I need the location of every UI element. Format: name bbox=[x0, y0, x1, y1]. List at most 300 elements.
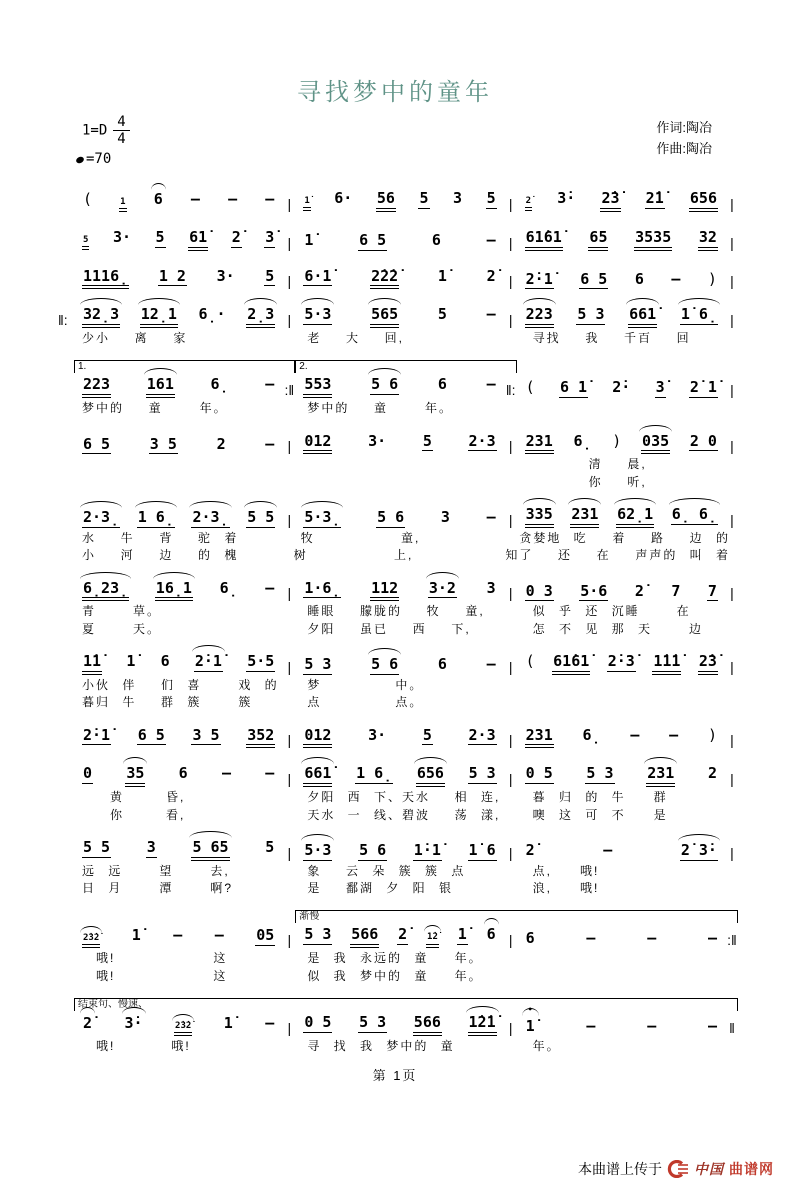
lyric-cell: 似 我 梦中的 童 年。 bbox=[307, 968, 483, 983]
measure bbox=[74, 267, 283, 290]
barline: | bbox=[730, 312, 734, 328]
lyric-cell bbox=[299, 475, 512, 489]
site-logo-icon bbox=[667, 1160, 689, 1178]
note-token: 2̇·1̇ bbox=[525, 269, 553, 288]
note-token: 5 6 bbox=[371, 655, 399, 674]
note-token: 5 6 bbox=[371, 375, 399, 394]
note-token: — bbox=[486, 305, 496, 324]
note-token: 1̇2̇ bbox=[426, 932, 439, 947]
note-token: 161 bbox=[146, 375, 175, 398]
note-token: 12̣1 bbox=[140, 305, 178, 328]
note-token: — bbox=[486, 508, 496, 527]
barline: ‖ bbox=[729, 1019, 735, 1036]
measure bbox=[517, 582, 726, 602]
system-4 bbox=[58, 305, 738, 328]
note-token: 5·5 bbox=[247, 652, 275, 671]
note-token: 1̇·1̇ bbox=[413, 840, 441, 859]
lyrics-line bbox=[74, 808, 738, 822]
note-token: 1̇ bbox=[223, 1013, 233, 1032]
lyric-cell: 梦 中。 bbox=[307, 677, 424, 692]
note-token: 3 bbox=[146, 837, 156, 856]
note-token: 5 3 bbox=[359, 1013, 387, 1031]
note-token: 2·3 bbox=[468, 725, 496, 744]
note-token: 6 bbox=[431, 230, 441, 249]
lyric-spacer bbox=[281, 531, 293, 545]
measure bbox=[517, 1017, 726, 1036]
measure bbox=[74, 1014, 283, 1036]
lyrics-line bbox=[74, 864, 738, 878]
note-token: 035 bbox=[641, 432, 670, 455]
note-token: 6 bbox=[525, 929, 535, 948]
lyric-cell bbox=[74, 475, 287, 489]
measure bbox=[295, 726, 504, 749]
lyric-cell: 梦中的 童 年。 bbox=[82, 401, 228, 416]
note-token: 2̇ bbox=[398, 925, 408, 944]
lyric-cell: 是 我 永远的 童 年。 bbox=[307, 951, 483, 966]
note-head-icon bbox=[75, 156, 85, 165]
measure bbox=[295, 1013, 504, 1036]
note-token: 223 bbox=[82, 375, 111, 398]
note-token: 3· bbox=[216, 266, 235, 285]
note-token: 0 5 bbox=[304, 1013, 332, 1031]
note-token: 3̇ bbox=[655, 378, 665, 397]
note-token: 16̣1 bbox=[155, 579, 193, 602]
barline: | bbox=[730, 585, 734, 602]
note-token: 2 bbox=[216, 434, 226, 453]
lyric-spacer bbox=[287, 790, 299, 804]
barline: | bbox=[287, 771, 292, 788]
note-token: 2̇3̇ bbox=[600, 189, 620, 212]
lyric-cell: 暮归 牛 群 簇 簇 bbox=[82, 695, 253, 710]
note-token: 1̇ bbox=[131, 925, 141, 944]
lyrics-line bbox=[74, 969, 738, 983]
barline: | bbox=[287, 844, 292, 861]
note-token: ) bbox=[612, 431, 622, 450]
measure bbox=[517, 929, 726, 948]
note-token: 5 3 bbox=[304, 925, 332, 944]
note-token: — bbox=[190, 189, 200, 208]
note-token: 3 5 bbox=[192, 725, 220, 744]
note-token: 6 5 bbox=[83, 434, 111, 453]
barline: | bbox=[508, 234, 513, 251]
note-token: 6 bbox=[178, 764, 188, 783]
lyric-cell: 老 大 回, bbox=[307, 331, 404, 345]
note-token: 32̣3 bbox=[82, 305, 120, 328]
note-token: — bbox=[707, 929, 717, 948]
note-token: — bbox=[265, 1013, 275, 1032]
measure bbox=[295, 189, 504, 212]
barline: | bbox=[730, 234, 734, 251]
section-bracket: 渐慢 bbox=[295, 910, 738, 923]
note-token: 3· bbox=[112, 227, 132, 246]
lyric-cell: 浪, 哦! bbox=[532, 881, 600, 896]
barline: | bbox=[730, 732, 734, 749]
note-token: 1·6̣ bbox=[304, 578, 341, 597]
lyric-spacer bbox=[513, 864, 525, 878]
note-token: 5·6 bbox=[580, 581, 608, 600]
note-token: — bbox=[671, 269, 681, 288]
measure bbox=[517, 270, 726, 290]
lyric-spacer bbox=[513, 951, 525, 965]
lyric-cell: 睡眼 朦胧的 牧 童, bbox=[307, 604, 485, 619]
note-token: 65 bbox=[588, 228, 608, 251]
barline: | bbox=[508, 312, 513, 328]
lyrics-line bbox=[74, 457, 738, 471]
lyric-spacer bbox=[287, 457, 299, 471]
lyrics-line bbox=[74, 548, 738, 562]
barline: | bbox=[287, 585, 292, 602]
lyric-spacer bbox=[287, 881, 299, 895]
note-token: 1̇ • bbox=[525, 1017, 536, 1036]
note-token: 6 bbox=[160, 652, 170, 671]
note-token: 231 bbox=[646, 764, 675, 787]
lyric-spacer bbox=[513, 331, 525, 345]
lyric-cell: 知了 还 在 声声的 叫 着 bbox=[505, 548, 730, 563]
note-token: 2·3 bbox=[468, 431, 496, 450]
note-token: 5 bbox=[422, 725, 432, 744]
note-token: 2̇ bbox=[83, 1013, 93, 1032]
note-token: 6̣ 6̣ bbox=[671, 505, 717, 524]
lyric-cell: 哦! 哦! bbox=[82, 1038, 191, 1053]
measure bbox=[74, 435, 283, 455]
time-signature bbox=[113, 115, 129, 146]
note-token: 1̇ bbox=[437, 266, 447, 285]
barline: | bbox=[508, 932, 513, 949]
system-7 bbox=[74, 505, 738, 528]
barline: | bbox=[730, 438, 734, 455]
lyric-spacer bbox=[287, 475, 299, 489]
note-token: — bbox=[486, 655, 496, 674]
system-8 bbox=[74, 579, 738, 602]
note-token: 6̣· bbox=[198, 305, 226, 324]
lyric-cell: 贪婪地 吃 着 路 边 的 bbox=[519, 530, 730, 545]
lyric-spacer bbox=[513, 808, 525, 822]
note-token: 1 bbox=[119, 197, 126, 212]
measure bbox=[517, 841, 726, 861]
measure bbox=[295, 925, 504, 948]
measure bbox=[295, 508, 504, 528]
section-bracket: 结束句、慢速、 bbox=[74, 998, 738, 1011]
note-token: 1 6̣ bbox=[137, 508, 174, 527]
note-token: 566 bbox=[413, 1013, 442, 1036]
note-token: 6̣ bbox=[573, 431, 592, 450]
note-token: — bbox=[586, 929, 596, 948]
lyric-cell: 远 远 望 去, bbox=[82, 863, 230, 878]
barline: | bbox=[508, 195, 513, 212]
lyrics-line bbox=[74, 604, 738, 618]
note-token: 3· bbox=[368, 431, 387, 450]
lyric-spacer bbox=[287, 808, 299, 822]
lyrics-line bbox=[74, 401, 738, 415]
lyric-cell: 牧 童, bbox=[300, 530, 421, 545]
lyric-cell: 天水 一 线、碧波 荡 漾, bbox=[307, 807, 501, 822]
lyric-cell: 小 河 边 的 槐 bbox=[82, 548, 239, 563]
lyric-cell: 你 听, bbox=[532, 474, 647, 489]
note-token: — bbox=[214, 925, 224, 944]
credit-text: 本曲谱上传于 bbox=[578, 1161, 662, 1177]
note-token: 5 bbox=[437, 305, 447, 324]
system-13 bbox=[74, 911, 738, 949]
note-token: 656 bbox=[689, 189, 718, 212]
system-9 bbox=[74, 652, 738, 675]
note-token: 5 bbox=[422, 431, 432, 450]
note-token: 1̇ bbox=[303, 196, 310, 211]
note-token: 3·2 bbox=[428, 578, 456, 597]
note-token: 62̣1 bbox=[616, 505, 654, 528]
note-token: — bbox=[265, 578, 275, 597]
lyric-cell: 树 上, bbox=[293, 548, 414, 563]
lyric-cell: 夕阳 西 下、天水 相 连, bbox=[307, 790, 501, 805]
lyric-cell bbox=[525, 695, 738, 709]
lyric-spacer bbox=[499, 531, 511, 545]
note-token: 0 5 bbox=[525, 764, 553, 783]
note-token: 2·3̣ bbox=[83, 508, 120, 527]
note-token: 5 bbox=[265, 837, 275, 856]
note-token: 5 3 bbox=[577, 305, 605, 324]
note-token: 5 6 bbox=[377, 508, 405, 527]
note-token: 61̇ bbox=[188, 228, 208, 251]
tempo-value: =70 bbox=[86, 151, 112, 167]
measure bbox=[295, 579, 504, 602]
measure bbox=[74, 508, 283, 528]
note-token: — bbox=[265, 434, 275, 453]
lyrics-line bbox=[74, 475, 738, 489]
lyric-cell: 梦中的 童 年。 bbox=[307, 401, 453, 416]
lyric-spacer bbox=[513, 457, 525, 471]
lyric-spacer bbox=[287, 951, 299, 965]
measure bbox=[517, 228, 726, 251]
note-token: ( bbox=[525, 652, 535, 671]
note-token: — bbox=[221, 764, 231, 783]
note-token: 6 bbox=[437, 655, 447, 674]
barline: | bbox=[730, 195, 734, 212]
barline: | bbox=[287, 658, 292, 675]
note-token: — bbox=[486, 375, 496, 394]
tempo-marking bbox=[76, 151, 111, 167]
lyric-cell: 暮 归 的 牛 群 bbox=[532, 790, 668, 805]
note-token: 6 bbox=[437, 375, 447, 394]
measure bbox=[74, 228, 283, 251]
note-token: 1̇ 6 bbox=[468, 840, 496, 859]
note-token: 5 bbox=[419, 189, 429, 207]
note-token: 2̇ 3̇· bbox=[680, 840, 717, 859]
note-token: — bbox=[669, 725, 679, 744]
note-token: 5·3̣ bbox=[304, 508, 341, 527]
note-token: 6̣ bbox=[210, 375, 229, 394]
lyric-cell: 水 牛 背 驼 着 bbox=[82, 530, 239, 545]
barline: | bbox=[730, 844, 734, 861]
barline: | bbox=[730, 771, 734, 788]
note-token: 661̇ bbox=[303, 764, 332, 787]
note-token: ) bbox=[707, 269, 717, 288]
lyric-spacer bbox=[287, 969, 299, 983]
note-token: 35 bbox=[125, 764, 145, 787]
note-token: 2̇ bbox=[525, 196, 532, 211]
meter-numerator: 4 bbox=[113, 115, 129, 131]
note-token: 2̇ bbox=[231, 227, 241, 246]
system-5 bbox=[74, 361, 738, 399]
lyric-cell: 你 看, bbox=[82, 807, 186, 822]
note-token: 2̇·3̇ bbox=[607, 652, 635, 671]
note-token: 3 5 bbox=[149, 434, 177, 453]
barline: | bbox=[287, 234, 292, 251]
lyric-spacer bbox=[287, 622, 299, 636]
lyric-spacer bbox=[287, 604, 299, 618]
note-token: 1̇ bbox=[457, 925, 467, 944]
note-token: 5 65 bbox=[191, 838, 229, 861]
note-token: 5 5 bbox=[247, 508, 275, 527]
note-token: — bbox=[173, 925, 183, 944]
barline: | bbox=[287, 732, 292, 749]
section-bracket: 2. bbox=[295, 360, 516, 373]
note-token: 3̇ bbox=[265, 227, 275, 246]
lyric-cell: 似 乎 还 沉睡 在 bbox=[532, 604, 691, 619]
note-token: 012 bbox=[303, 432, 332, 455]
lyric-spacer bbox=[513, 401, 525, 415]
note-token: 2̇ bbox=[634, 581, 644, 600]
lyric-spacer bbox=[513, 695, 525, 709]
note-token: — bbox=[707, 1017, 717, 1035]
lyric-spacer bbox=[513, 604, 525, 618]
barline: | bbox=[508, 844, 513, 861]
system-6 bbox=[74, 432, 738, 455]
lyric-cell: 寻找 我 千百 回 bbox=[532, 331, 691, 345]
lyrics-line bbox=[74, 678, 738, 692]
lyric-spacer bbox=[513, 475, 525, 489]
note-token: 2̇·1̇ bbox=[83, 725, 111, 744]
barline: | bbox=[287, 195, 292, 212]
note-token: 6 bbox=[634, 269, 644, 288]
note-token: 7 bbox=[707, 581, 717, 600]
note-token: 1̇ bbox=[304, 230, 314, 249]
system-12 bbox=[74, 838, 738, 861]
note-token: 5 bbox=[82, 235, 89, 250]
measure bbox=[295, 267, 504, 290]
barline: | bbox=[508, 438, 513, 455]
lyric-cell bbox=[299, 457, 512, 471]
note-token: 6 5 bbox=[580, 269, 608, 288]
measure bbox=[74, 190, 283, 212]
composer: 作曲:陶冶 bbox=[656, 141, 712, 157]
lyrics-line bbox=[74, 1039, 738, 1053]
measure bbox=[517, 505, 726, 528]
barline: | bbox=[730, 273, 734, 290]
lyrics-line bbox=[74, 531, 738, 545]
lyric-spacer bbox=[513, 1039, 525, 1053]
note-token: 3· bbox=[368, 725, 387, 744]
note-token: 1116̣ bbox=[82, 267, 129, 290]
barline: | bbox=[730, 511, 734, 528]
measure bbox=[517, 378, 726, 398]
note-token: 2̇3̇ bbox=[698, 652, 718, 675]
system-11 bbox=[74, 764, 738, 787]
key-signature bbox=[82, 115, 130, 146]
barline: | bbox=[287, 273, 292, 290]
note-token: 352 bbox=[246, 726, 275, 749]
site-name-rest: 曲谱网 bbox=[729, 1161, 774, 1177]
note-token: 335 bbox=[525, 505, 554, 528]
lyric-spacer bbox=[287, 331, 299, 345]
lyric-cell: 年。 bbox=[532, 1038, 561, 1053]
note-token: 5·3 bbox=[304, 840, 332, 859]
note-token: 5 bbox=[155, 227, 165, 246]
note-token: 5 6 bbox=[359, 840, 387, 859]
note-token: 2̇·1̇ bbox=[194, 652, 222, 671]
measure bbox=[295, 231, 504, 251]
barline: | bbox=[508, 658, 513, 675]
lyric-spacer bbox=[287, 401, 299, 415]
barline: :‖ bbox=[727, 932, 737, 949]
measure bbox=[517, 189, 726, 212]
note-token: 2̇ bbox=[525, 840, 535, 859]
lyric-cell: 日 月 潭 啊? bbox=[82, 881, 234, 896]
lyric-cell: 夏 天。 bbox=[82, 621, 162, 636]
note-token: 661̇ bbox=[628, 305, 657, 328]
note-token: 3 bbox=[453, 189, 463, 207]
note-token: 1̇1̇ bbox=[82, 652, 102, 675]
barline: | bbox=[508, 1019, 513, 1036]
barline: | bbox=[287, 312, 292, 328]
measure bbox=[295, 375, 504, 398]
note-token: 112 bbox=[370, 579, 399, 602]
measure bbox=[74, 305, 283, 328]
system-10 bbox=[74, 726, 738, 749]
lyric-cell: 哦! 这 bbox=[82, 951, 228, 966]
lyrics-line bbox=[74, 790, 738, 804]
repeat-start-barline: ‖: bbox=[58, 312, 68, 328]
lyrics-line bbox=[74, 622, 738, 636]
note-token: 61̇61̇ bbox=[552, 652, 590, 675]
barline: ‖: bbox=[505, 382, 516, 399]
note-token: 566 bbox=[350, 925, 379, 948]
note-token: 3 bbox=[486, 578, 496, 597]
note-token: 6 bbox=[153, 189, 163, 208]
barline: | bbox=[730, 658, 734, 675]
barline: | bbox=[508, 273, 513, 290]
site-name-cn: 中国 bbox=[694, 1161, 724, 1177]
measure bbox=[295, 305, 504, 328]
note-token: 2̇ bbox=[486, 266, 496, 285]
note-token: 7 bbox=[671, 581, 681, 600]
lyric-cell: 是 鄱湖 夕 阳 银 bbox=[307, 881, 453, 896]
lyric-cell: 哦! 这 bbox=[82, 968, 228, 983]
measure bbox=[517, 726, 726, 749]
barline: | bbox=[508, 585, 513, 602]
barline: | bbox=[730, 382, 734, 399]
lyric-spacer bbox=[287, 695, 299, 709]
key-label: 1=D bbox=[82, 122, 108, 139]
lyric-cell: 点 点。 bbox=[307, 695, 424, 710]
barline: | bbox=[287, 438, 292, 455]
measure bbox=[517, 432, 726, 455]
note-token: 1 2 bbox=[158, 266, 186, 285]
barline: | bbox=[508, 732, 513, 749]
note-token: 6·1̇ bbox=[304, 266, 332, 285]
measure bbox=[517, 764, 726, 787]
note-token: 2 0 bbox=[689, 431, 717, 450]
note-token: 2̇· bbox=[612, 378, 631, 397]
note-token: 6 5 bbox=[137, 725, 165, 744]
lyric-cell: 青 草。 bbox=[82, 604, 162, 619]
system-14 bbox=[74, 999, 738, 1036]
note-token: 656 bbox=[416, 764, 445, 787]
lyric-cell bbox=[525, 951, 738, 965]
note-token: 5 3 bbox=[586, 764, 614, 783]
lyric-cell: 点, 哦! bbox=[532, 863, 600, 878]
note-token: 6̣ bbox=[219, 578, 238, 597]
note-token: — bbox=[647, 1017, 657, 1035]
measure bbox=[295, 655, 504, 675]
